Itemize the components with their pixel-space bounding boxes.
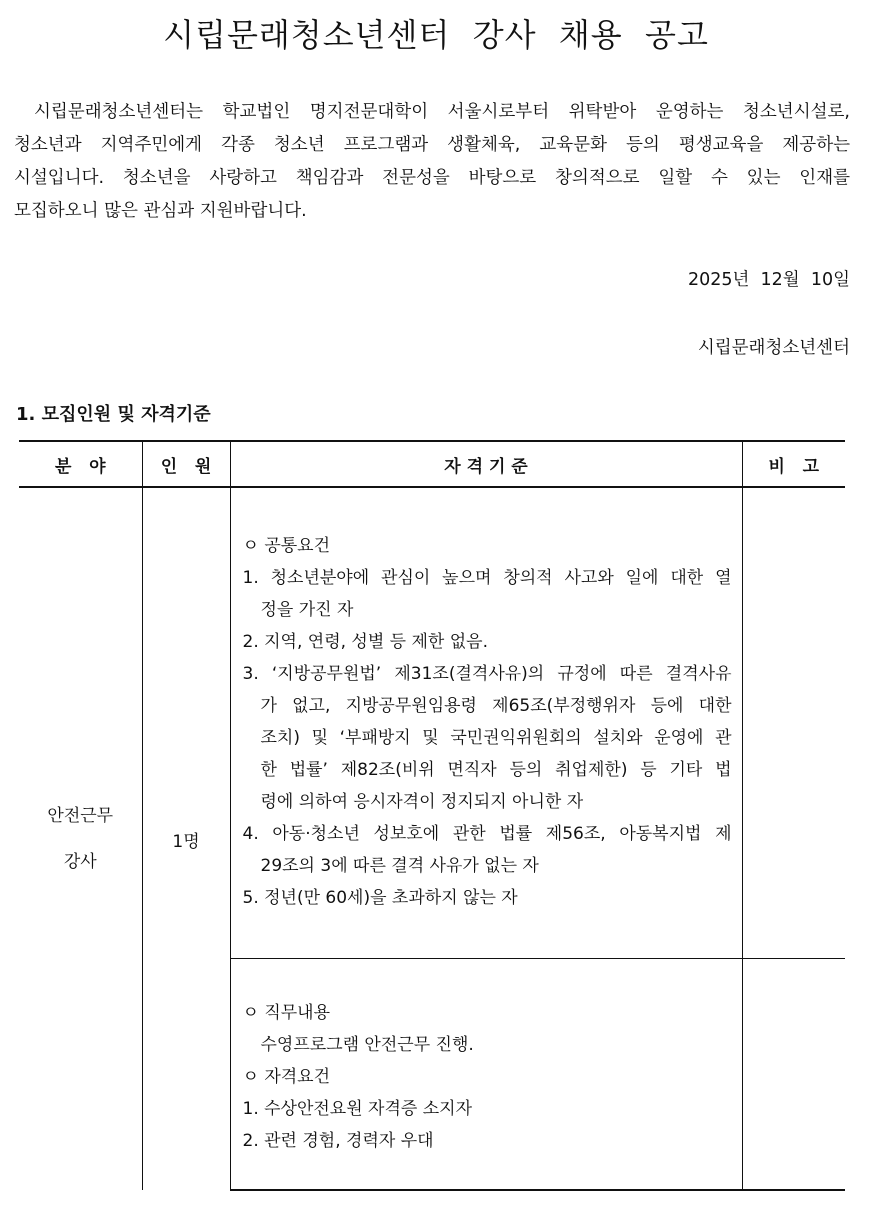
list-item: 29조의 3에 따른 결격 사유가 없는 자 [260, 856, 539, 876]
intro-line: 시립문래청소년센터는 학교법인 명지전문대학이 서울시로부터 위탁받아 운영하는 청소년시설로, [34, 102, 850, 122]
qualification-heading: ㅇ 자격요건 [242, 1067, 331, 1087]
list-item: 2. 지역, 연령, 성별 등 제한 없음. [242, 632, 488, 652]
duty-cell [230, 959, 742, 1191]
common-requirements-cell [230, 487, 742, 959]
field-name: 안전근무 [47, 806, 114, 826]
note-cell [742, 959, 845, 1191]
header-field: 분 야 [19, 441, 142, 487]
note-cell [742, 487, 845, 959]
intro-line: 모집하오니 많은 관심과 지원바랍니다. [14, 201, 307, 221]
list-item: 조치) 및 ‘부패방지 및 국민권익위원회의 설치와 운영에 관 [260, 728, 732, 748]
duty-heading: ㅇ 직무내용 [242, 1003, 331, 1023]
header-note: 비 고 [742, 441, 845, 487]
list-item: 정을 가진 자 [260, 600, 354, 620]
organization-name: 시립문래청소년센터 [697, 338, 850, 358]
header-criteria: 자 격 기 준 [230, 441, 742, 487]
section-heading: 1. 모집인원 및 자격기준 [16, 404, 211, 425]
list-item: 가 없고, 지방공무원임용령 제65조(부정행위자 등에 대한 [260, 696, 732, 716]
list-item: 4. 아동·청소년 성보호에 관한 법률 제56조, 아동복지법 제 [242, 824, 732, 844]
duty-content: 수영프로그램 안전근무 진행. [260, 1035, 474, 1055]
intro-line: 시설입니다. 청소년을 사랑하고 책임감과 전문성을 바탕으로 창의적으로 일할 수 있는 인재를 [14, 168, 850, 188]
list-item: 5. 정년(만 60세)을 초과하지 않는 자 [242, 888, 518, 908]
intro-paragraph [14, 96, 850, 228]
recruitment-table [19, 440, 845, 1191]
list-item: 2. 관련 경험, 경력자 우대 [242, 1131, 434, 1151]
intro-line: 청소년과 지역주민에게 각종 청소년 프로그램과 생활체육, 교육문화 등의 평생교육을 제공하는 [14, 135, 850, 155]
table-row [19, 487, 845, 959]
field-name: 강사 [63, 852, 97, 872]
header-count: 인 원 [142, 441, 230, 487]
announcement-date: 2025년 12월 10일 [687, 270, 850, 290]
count-cell: 1명 [142, 487, 230, 1190]
list-item: 령에 의하여 응시자격이 정지되지 아니한 자 [260, 792, 584, 812]
table-header-row [19, 441, 845, 487]
field-cell [19, 487, 142, 1190]
list-item: 3. ‘지방공무원법’ 제31조(결격사유)의 규정에 따른 결격사유 [242, 664, 732, 684]
common-heading: ㅇ 공통요건 [242, 536, 331, 556]
page-title: 시립문래청소년센터 강사 채용 공고 [163, 16, 709, 54]
list-item: 1. 청소년분야에 관심이 높으며 창의적 사고와 일에 대한 열 [242, 568, 732, 588]
list-item: 한 법률’ 제82조(비위 면직자 등의 취업제한) 등 기타 법 [260, 760, 732, 780]
list-item: 1. 수상안전요원 자격증 소지자 [242, 1099, 472, 1119]
